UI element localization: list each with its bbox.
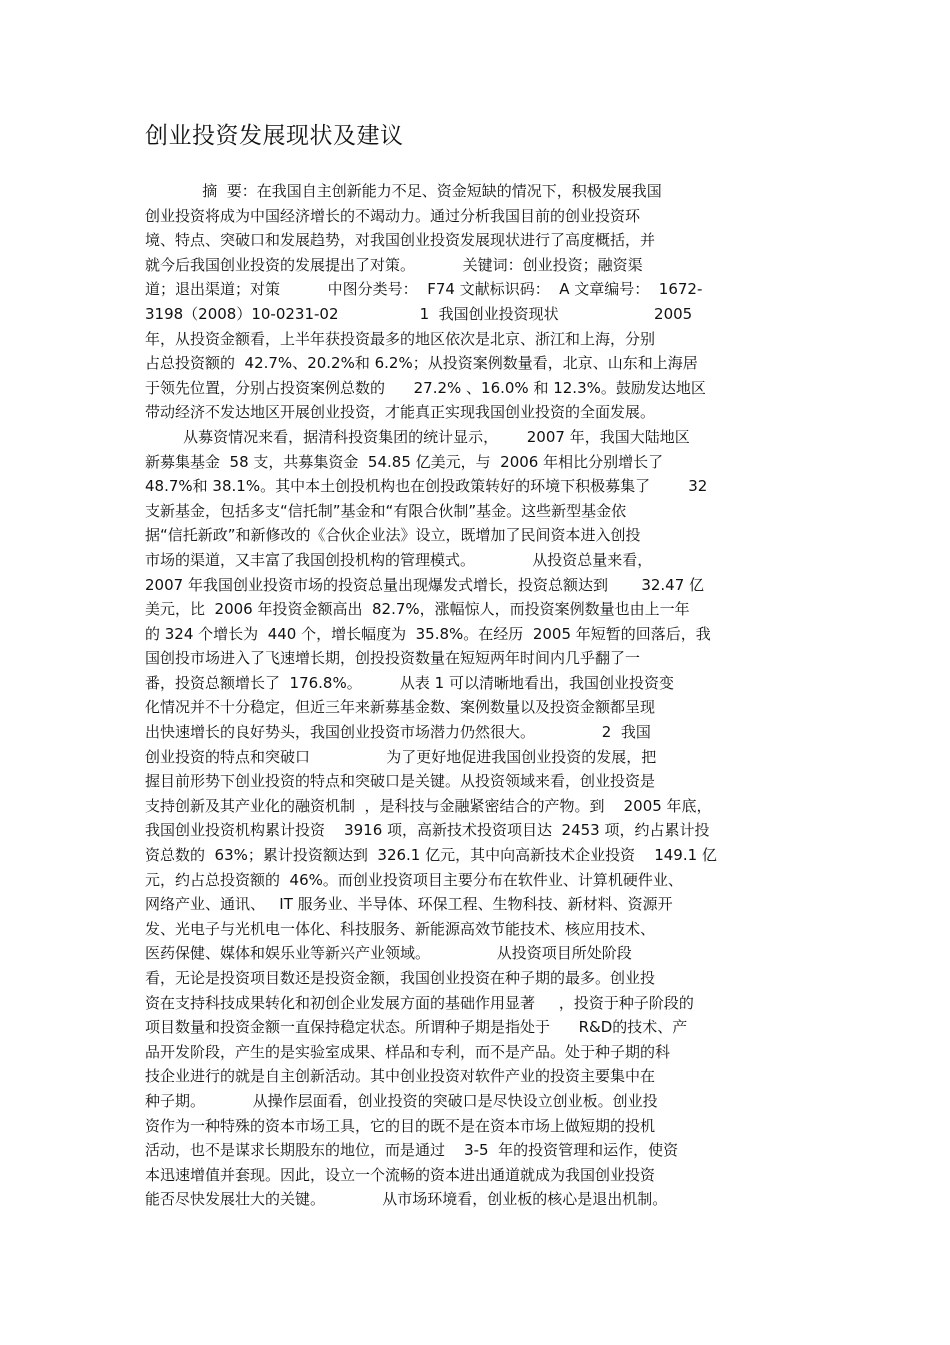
body-line: 本迅速增值并套现。因此，设立一个流畅的资本进出通道就成为我国创业投资 [145, 1165, 656, 1184]
body-line: 2007 年我国创业投资市场的投资总量出现爆发式增长，投资总额达到 32.47 亿 [145, 575, 705, 594]
body-line: 新募集基金 58 支，共募集资金 54.85 亿美元，与 2006 年相比分别增长了 [145, 452, 664, 471]
body-line: 48.7%和 38.1%。其中本土创投机构也在创投政策转好的环境下积极募集了 32 [145, 477, 708, 496]
body-line: 网络产业、通讯、 IT 服务业、半导体、环保工程、生物科技、新材料、资源开 [145, 895, 673, 914]
article-title: 创业投资发展现状及建议 [145, 123, 404, 149]
body-line: 资总数的 63%；累计投资额达到 326.1 亿元，其中向高新技术企业投资 149.1 亿 [145, 846, 717, 865]
body-line: 占总投资额的 42.7%、20.2%和 6.2%；从投资案例数量看，北京、山东和上海居 [145, 354, 698, 373]
body-line: 活动，也不是谋求长期股东的地位，而是通过 3-5 年的投资管理和运作，使资 [145, 1141, 679, 1160]
body-line: 3198（2008）10-0231-02 1 我国创业投资现状 2005 [145, 304, 693, 323]
body-line: 境、特点、突破口和发展趋势，对我国创业投资发展现状进行了高度概括，并 [145, 231, 656, 250]
body-line: 年，从投资金额看，上半年获投资最多的地区依次是北京、浙江和上海，分别 [145, 329, 656, 348]
body-line: 带动经济不发达地区开展创业投资，才能真正实现我国创业投资的全面发展。 [145, 403, 656, 422]
body-line: 握目前形势下创业投资的特点和突破口是关键。从投资领域来看，创业投资是 [145, 772, 656, 791]
body-line: 种子期。 从操作层面看，创业投资的突破口是尽快设立创业板。创业投 [145, 1091, 658, 1110]
body-line: 从募资情况来看，据清科投资集团的统计显示， 2007 年，我国大陆地区 [145, 427, 690, 446]
body-line: 医药保健、媒体和娱乐业等新兴产业领域。 从投资项目所处阶段 [145, 944, 632, 963]
article-body [145, 179, 805, 1212]
body-line: 道；退出渠道；对策 中图分类号： F74 文献标识码： A 文章编号： 1672- [145, 280, 703, 299]
body-line: 出快速增长的良好势头，我国创业投资市场潜力仍然很大。 2 我国 [145, 723, 651, 742]
body-line: 化情况并不十分稳定，但近三年来新募基金数、案例数量以及投资金额都呈现 [145, 698, 656, 717]
body-line: 美元，比 2006 年投资金额高出 82.7%，涨幅惊人，而投资案例数量也由上一年 [145, 600, 690, 619]
body-line: 于领先位置，分别占投资案例总数的 27.2% 、16.0% 和 12.3%。鼓励发达地区 [145, 378, 706, 397]
body-line: 番，投资总额增长了 176.8%。 从表 1 可以清晰地看出，我国创业投资变 [145, 673, 674, 692]
body-line: 元，约占总投资额的 46%。而创业投资项目主要分布在软件业、计算机硬件业、 [145, 870, 683, 889]
body-line: 国创投市场进入了飞速增长期，创投投资数量在短短两年时间内几乎翻了一 [145, 649, 641, 668]
body-line: 的 324 个增长为 440 个，增长幅度为 35.8%。在经历 2005 年短暂的回落后，我 [145, 624, 711, 643]
body-line: 据“信托新政”和新修改的《合伙企业法》设立，既增加了民间资本进入创投 [145, 526, 641, 545]
body-line: 资在支持科技成果转化和初创企业发展方面的基础作用显著 ，投资于种子阶段的 [145, 993, 694, 1012]
body-line: 创业投资将成为中国经济增长的不竭动力。通过分析我国目前的创业投资环 [145, 206, 641, 225]
body-line: 市场的渠道，又丰富了我国创投机构的管理模式。 从投资总量来看， [145, 550, 653, 569]
body-line: 资作为一种特殊的资本市场工具，它的目的既不是在资本市场上做短期的投机 [145, 1116, 656, 1135]
body-line: 看，无论是投资项目数还是投资金额，我国创业投资在种子期的最多。创业投 [145, 969, 656, 987]
body-line: 技企业进行的就是自主创新活动。其中创业投资对软件产业的投资主要集中在 [145, 1067, 656, 1086]
body-line: 摘 要：在我国自主创新能力不足、资金短缺的情况下，积极发展我国 [145, 182, 662, 200]
body-line: 创业投资的特点和突破口 为了更好地促进我国创业投资的发展，把 [145, 747, 657, 766]
body-line: 项目数量和投资金额一直保持稳定状态。所谓种子期是指处于 R&D的技术、产 [145, 1018, 688, 1037]
body-line: 就今后我国创业投资的发展提出了对策。 关键词：创业投资；融资渠 [145, 255, 643, 274]
body-line: 支持创新及其产业化的融资机制 ，是科技与金融紧密结合的产物。到 2005 年底， [145, 796, 712, 815]
body-line: 我国创业投资机构累计投资 3916 项，高新技术投资项目达 2453 项，约占累计投 [145, 821, 710, 840]
body-line: 发、光电子与光机电一体化、科技服务、新能源高效节能技术、核应用技术、 [145, 919, 656, 938]
body-line: 支新基金，包括多支“信托制”基金和“有限合伙制”基金。这些新型基金依 [145, 501, 627, 520]
body-line: 品开发阶段，产生的是实验室成果、样品和专利，而不是产品。处于种子期的科 [145, 1042, 671, 1061]
body-line: 能否尽快发展壮大的关键。 从市场环境看，创业板的核心是退出机制。 [145, 1190, 668, 1209]
